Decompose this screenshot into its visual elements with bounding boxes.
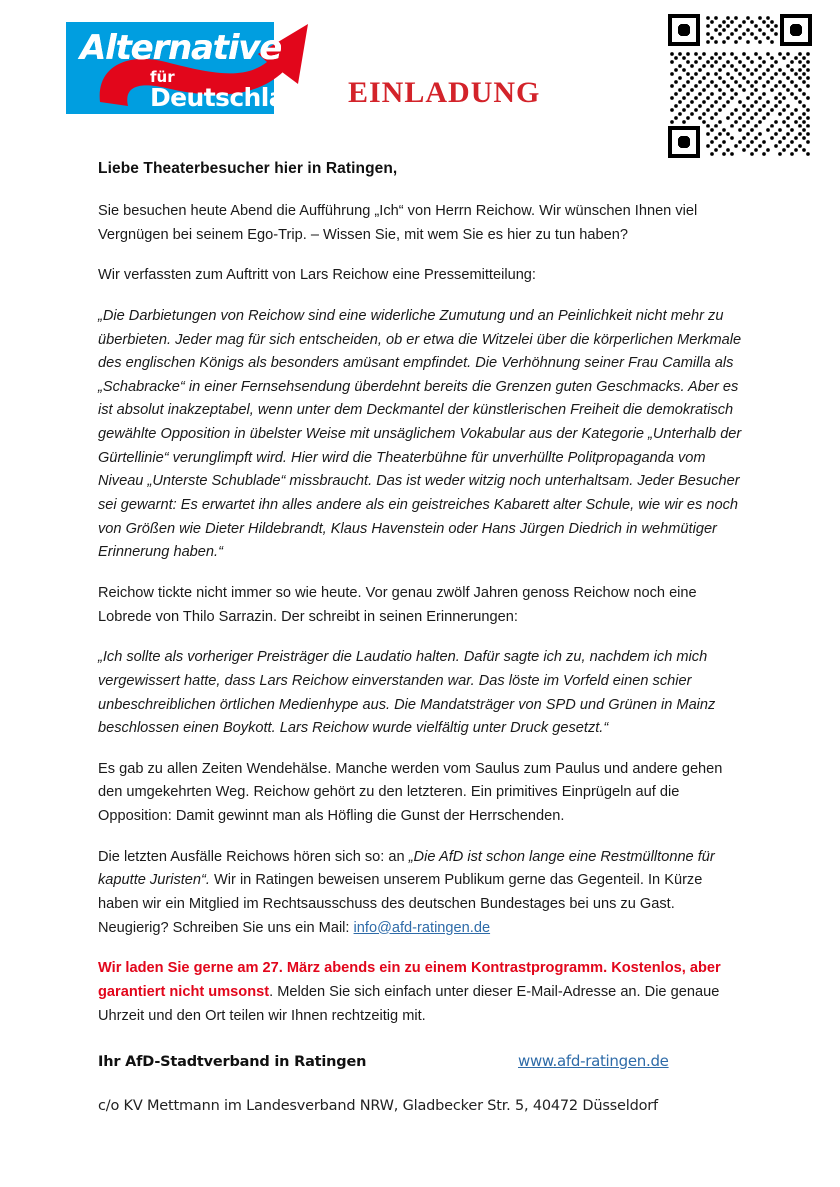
logo-word-alternative: Alternative [80,28,282,68]
footer-address: c/o KV Mettmann im Landesverband NRW, Gladbecker Str. 5, 40472 Düsseldorf [98,1098,658,1114]
salutation: Liebe Theaterbesucher hier in Ratingen, [98,160,398,177]
website-link[interactable]: www.afd-ratingen.de [518,1052,669,1070]
document-header [0,0,840,180]
logo-word-fuer: für [150,68,175,86]
paragraph-press-lead: Wir verfassten zum Auftritt von Lars Reichow eine Pressemitteilung: [98,267,536,284]
logo-word-deutschland: Deutschland [150,83,320,112]
paragraph-sarrazin-lead: Reichow tickte nicht immer so wie heute. Vor genau zwölf Jahren genoss Reichow noch eine Lobrede von Thilo Sarrazin. Der schreibt in seinen Erinnerungen: [98,584,697,625]
paragraph-wendehaelse: Es gab zu allen Zeiten Wendehälse. Manche werden vom Saulus zum Paulus und andere gehen den umgekehrten Weg. Reichow gehört zu den letzteren. Ein primitives Einprügeln auf die Opposition: Damit gewinnt man als Höfling die Gunst der Herrschenden. [98,760,723,825]
footer-organisation: Ihr AfD-Stadtverband in Ratingen [98,1054,367,1070]
paragraph-invitation [98,957,744,1028]
paragraph-ausfaelle [98,846,744,941]
afd-logo [66,18,320,118]
blockquote-press-release: „Die Darbietungen von Reichow sind eine widerliche Zumutung und an Peinlichkeit nicht mehr zu überbieten. Jeder mag für sich entscheiden, ob er etwa die Witzelei über die körperlichen Merkmale des englischen Königs als besonders amüsant empfindet. Die Verhöhnung seiner Frau Camilla als „Schabracke“ in einer Fernsehsendung überdehnt bereits die Grenzen guten Geschmacks. Aber es ist absolut inakzeptabel, wenn unter dem Deckmantel der künstlerischen Freiheit die demokratisch gewählte Opposition in übelster Weise mit unsäglichem Vokabular aus der Kategorie „Unterhalb der Gürtellinie“ verunglimpft wird. Hier wird die Theaterbühne für unverhüllte Politpropaganda vom Niveau „Unterste Schublade“ missbraucht. Das ist weder witzig noch unterhaltsam. Jeder Besucher sei gewarnt: Es erwartet ihn alles andere als ein geistreiches Kabarett alter Schule, wie wir es noch von Größen wie Dieter Hildebrandt, Klaus Havenstein oder Hans Jürgen Diedrich in wehmütiger Erinnerung haben.“ [98,307,742,561]
ausfaelle-text-before: Die letzten Ausfälle Reichows hören sich so: an [98,848,409,865]
document-body [98,160,744,1045]
paragraph-intro: Sie besuchen heute Abend die Aufführung „Ich“ von Herrn Reichow. Wir wünschen Ihnen viel Vergnügen bei seinem Ego-Trip. – Wissen Sie, mit wem Sie es hier zu tun haben? [98,203,698,243]
ausfaelle-inline-quote: „Die AfD ist schon lange eine Restmülltonne für kaputte Juristen“. [98,848,715,889]
page-title: EINLADUNG [348,76,541,109]
invitation-highlight: Wir laden Sie gerne am 27. März abends ein zu einem Kontrastprogramm. Kostenlos, aber garantiert nicht umsonst [98,960,721,1000]
document-footer [98,1052,744,1114]
email-link[interactable]: info@afd-ratingen.de [353,919,491,936]
invitation-rest: . Melden Sie sich einfach unter dieser E-Mail-Adresse an. Die genaue Uhrzeit und den Ort teilen wir Ihnen rechtzeitig mit. [98,983,720,1024]
footer-top-row [98,1052,744,1070]
blockquote-sarrazin: „Ich sollte als vorheriger Preisträger die Laudatio halten. Dafür sagte ich zu, nachdem ich mich vergewissert hatte, dass Lars Reichow einverstanden war. Das löste im Vorfeld einen schier unbeschreiblichen örtlichen Medienhype aus. Die Mandatsträger von SPD und Grünen in Mainz beschlossen einen Boykott. Lars Reichow wurde vielfältig unter Druck gesetzt.“ [98,649,716,737]
qr-code [666,12,814,160]
ausfaelle-text-after: Wir in Ratingen beweisen unserem Publikum gerne das Gegenteil. In Kürze haben wir ein Mitglied im Rechtsausschuss des deutschen Bundestages bei uns zu Gast. Neugierig? Schreiben Sie uns ein Mail: [98,872,703,936]
